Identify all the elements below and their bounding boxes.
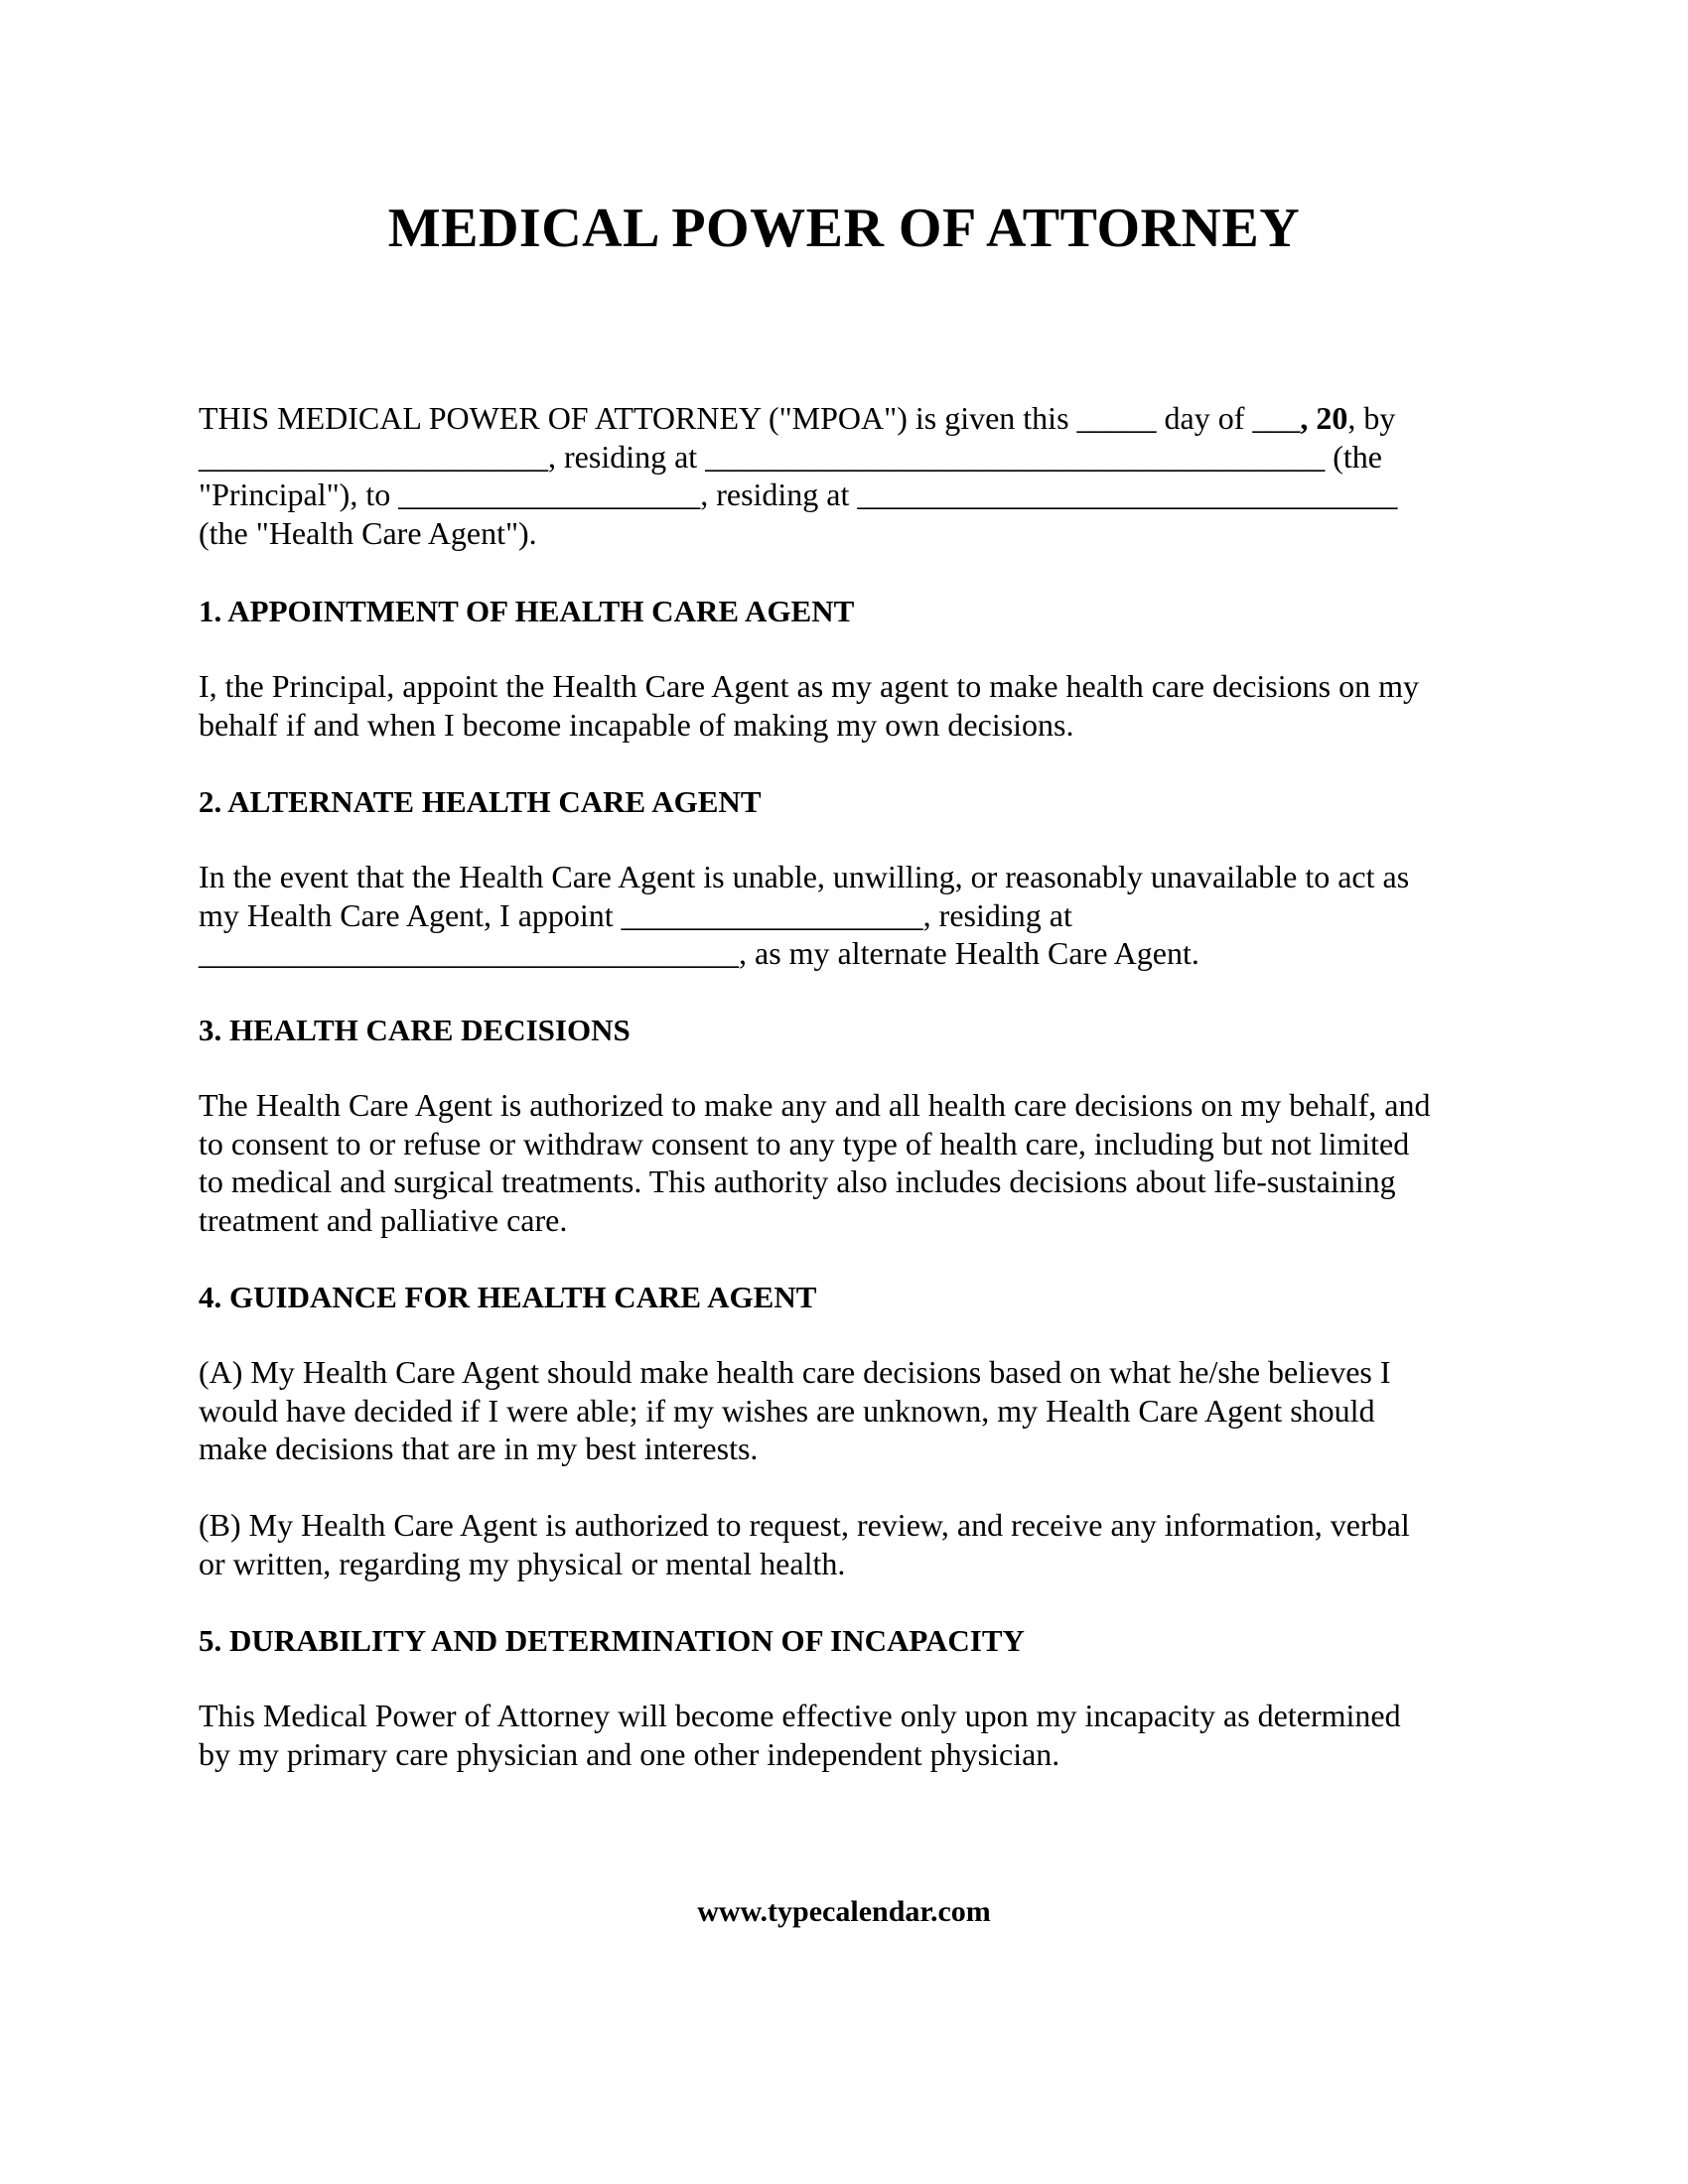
section-3-line-4: treatment and palliative care. [199,1201,568,1238]
section-4a-line-3: make decisions that are in my best interests. [199,1431,759,1466]
section-2-body [199,858,1499,973]
section-3-heading: 3. HEALTH CARE DECISIONS [199,1013,631,1047]
intro-line-1-c: , by [1347,400,1396,436]
section-1-line-2: behalf if and when I become incapable of making my own decisions. [199,706,1074,743]
intro-line-3: "Principal"), to ___________________, residing at __________________________________ [199,477,1398,512]
section-4a-line-2: would have decided if I were able; if my wishes are unknown, my Health Care Agent should [199,1392,1375,1429]
section-2-heading: 2. ALTERNATE HEALTH CARE AGENT [199,784,762,819]
section-4a-line-1: (A) My Health Care Agent should make health care decisions based on what he/she believes I [199,1354,1391,1390]
section-1-heading: 1. APPOINTMENT OF HEALTH CARE AGENT [199,594,855,628]
section-5-line-2: by my primary care physician and one other independent physician. [199,1735,1060,1772]
section-3-body [199,1086,1499,1239]
section-3-line-2: to consent to or refuse or withdraw consent to any type of health care, including but not limited [199,1125,1410,1161]
section-1-line-1: I, the Principal, appoint the Health Care Agent as my agent to make health care decisions on my [199,668,1419,704]
section-2-line-3: __________________________________, as my alternate Health Care Agent. [199,935,1199,971]
section-4b-line-2: or written, regarding my physical or mental health. [199,1545,846,1581]
section-5-line-1: This Medical Power of Attorney will become effective only upon my incapacity as determined [199,1698,1401,1733]
section-3-line-1: The Health Care Agent is authorized to make any and all health care decisions on my behalf, and [199,1087,1431,1123]
intro-line-1-year: , 20 [1300,400,1348,436]
section-1-body [199,667,1499,744]
section-4-paragraph-a [199,1353,1499,1468]
section-4b-line-1: (B) My Health Care Agent is authorized to request, review, and receive any information, verbal [199,1507,1410,1543]
section-4-heading: 4. GUIDANCE FOR HEALTH CARE AGENT [199,1280,817,1314]
intro-line-4: (the "Health Care Agent"). [199,514,537,551]
document-title: MEDICAL POWER OF ATTORNEY [387,198,1301,259]
footer-website-link[interactable]: www.typecalendar.com [697,1895,991,1928]
section-4-paragraph-b [199,1506,1499,1582]
section-2-line-1: In the event that the Health Care Agent is unable, unwilling, or reasonably unavailable to act as [199,859,1410,894]
intro-line-1 [199,399,1499,438]
section-2-line-2: my Health Care Agent, I appoint ___________________, residing at [199,896,1072,933]
intro-paragraph [199,399,1499,552]
intro-line-1-a: THIS MEDICAL POWER OF ATTORNEY ("MPOA") is given this _____ day of ___ [199,400,1301,436]
intro-line-2: ______________________, residing at _______________________________________ (the [199,438,1382,475]
section-3-line-3: to medical and surgical treatments. This authority also includes decisions about life-sustaining [199,1163,1396,1199]
section-5-body [199,1697,1499,1773]
section-5-heading: 5. DURABILITY AND DETERMINATION OF INCAPACITY [199,1623,1025,1658]
